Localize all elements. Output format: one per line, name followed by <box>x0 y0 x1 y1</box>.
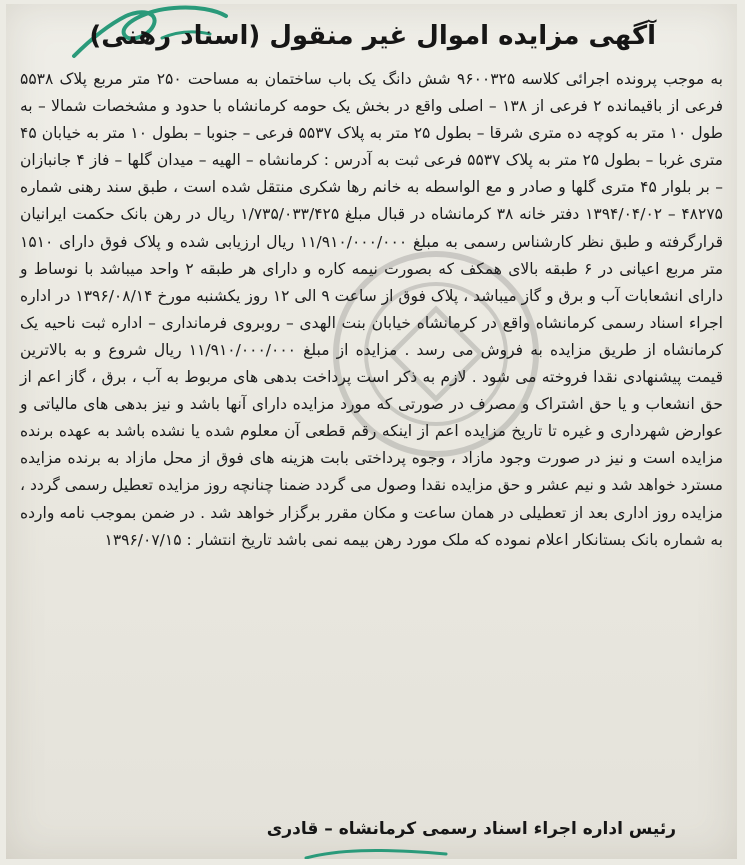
signature-line: رئیس اداره اجراء اسناد رسمی کرمانشاه – قادری <box>266 819 676 839</box>
newspaper-clipping <box>6 4 737 859</box>
notice-body <box>20 66 723 554</box>
notice-title: آگهی مزایده اموال غیر منقول (اسناد رهنی) <box>89 21 656 51</box>
handwritten-mark-icon <box>296 844 456 859</box>
notice-paragraph: به موجب پرونده اجرائی کلاسه ۹۶۰۰۳۲۵ شش دانگ یک باب ساختمان به مساحت ۲۵۰ متر مربع پلاک ۵۵۳۸ فرعی از باقیمانده ۲ فرعی از ۱۳۸ – اصلی واقع در بخش یک حومه کرمانشاه با حدود و مشخصات شمالا – به طول ۱۰ متر به کوچه ده متری شرقا – بطول ۲۵ متر به پلاک ۵۵۳۷ فرعی – جنوبا – بطول ۱۰ متر به خیابان ۴۵ متری غربا – بطول ۲۵ متر به پلاک ۵۵۳۷ فرعی ثبت به آدرس : کرمانشاه – الهیه – میدان گلها – فاز ۴ جانبازان – بر بلوار ۴۵ متری گلها و صادر و مع الواسطه به خانم رها شکری منتقل شده است ، طبق سند رهنی شماره ۴۸۲۷۵ – ۱۳۹۴/۰۴/۰۲ دفتر خانه ۳۸ کرمانشاه در قبال مبلغ ۱/۷۳۵/۰۳۳/۴۲۵ ریال در رهن بانک حکمت ایرانیان قرارگرفته و طبق نظر کارشناس رسمی به مبلغ ۱۱/۹۱۰/۰۰۰/۰۰۰ ریال ارزیابی شده و پلاک فوق دارای ۱۵۱۰ متر مربع اعیانی در ۶ طبقه بالای همکف که بصورت نیمه کاره و دارای هر طبقه ۲ واحد میباشد با نوساط و دارای انشعابات آب و برق و گاز میباشد ، پلاک فوق از ساعت ۹ الی ۱۲ روز یکشنبه مورخ ۱۳۹۶/۰۸/۱۴ در اداره اجراء اسناد رسمی کرمانشاه واقع در کرمانشاه خیابان بنت الهدی – روبروی فرمانداری – اداره ثبت ناحیه یک کرمانشاه از طریق مزایده به فروش می رسد . مزایده از مبلغ ۱۱/۹۱۰/۰۰۰/۰۰۰ ریال شروع و به بالاترین قیمت پیشنهادی نقدا فروخته می شود . لازم به ذکر است پرداخت بدهی های مربوط به آب ، برق ، گاز اعم از حق انشعاب و یا حق اشتراک و مصرف در صورتی که مورد مزایده دارای آنها باشد و نیز بدهی های مالیاتی و عوارض شهرداری و غیره تا تاریخ مزایده اعم از اینکه رقم قطعی آن معلوم شده یا نشده باشد به عهده برنده مزایده است و نیز در صورت وجود مازاد ، وجوه پرداختی بابت هزینه های فوق از محل مازاد به برنده مزایده مسترد خواهد شد و نیم عشر و حق مزایده نقدا وصول می گردد ضمنا چنانچه روز مزایده تعطیل رسمی گردد ، مزایده روز اداری بعد از تعطیلی در همان ساعت و مکان مقرر برگزار خواهد شد . در ضمن بموجب نامه وارده به شماره بانک بستانکار اعلام نموده که ملک مورد رهن بیمه نمی باشد تاریخ انتشار : ۱۳۹۶/۰۷/۱۵ <box>20 70 723 549</box>
